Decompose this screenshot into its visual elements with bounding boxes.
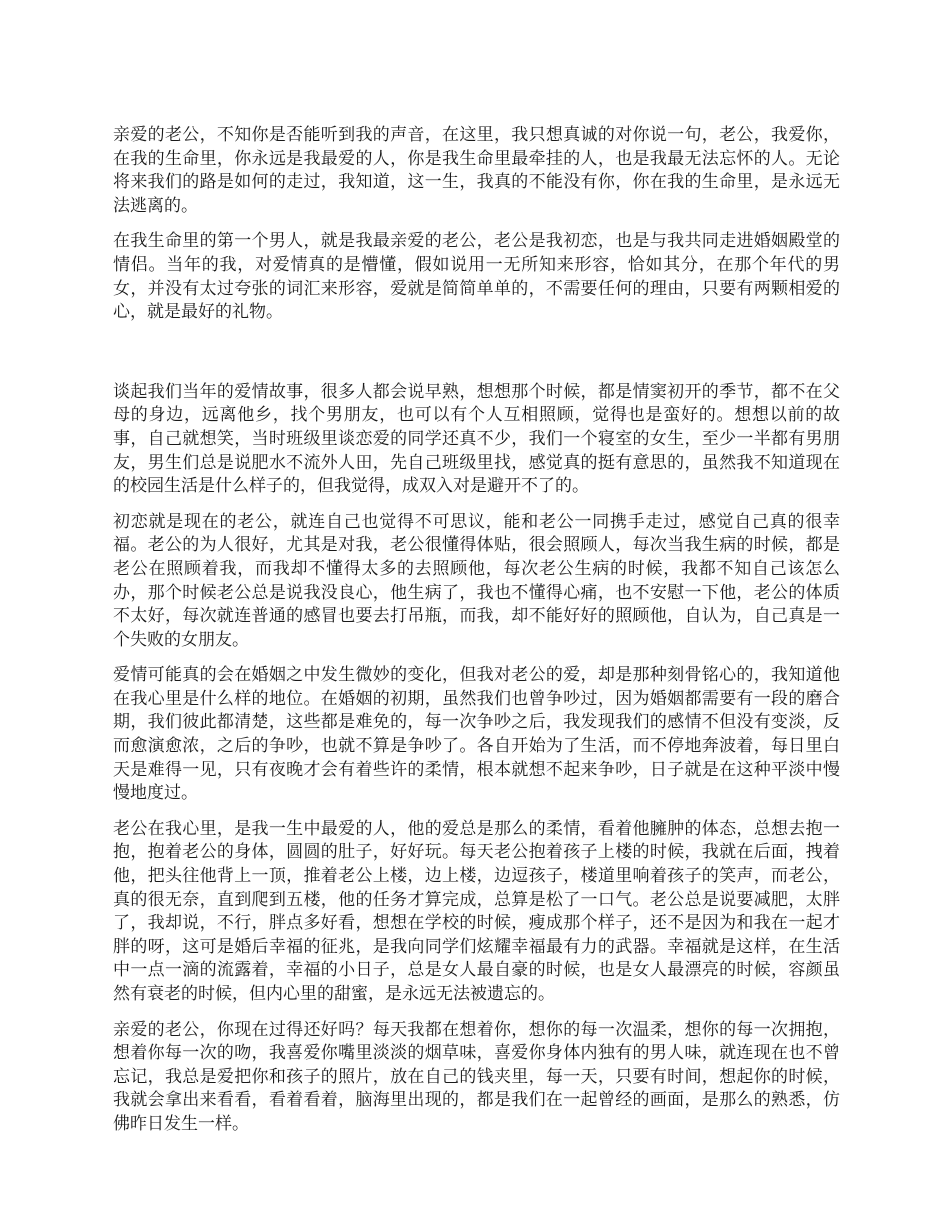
- paragraph: 亲爱的老公，不知你是否能听到我的声音，在这里，我只想真诚的对你说一句，老公，我爱你，在我的生命里，你永远是我最爱的人，你是我生命里最牵挂的人，也是我最无法忘怀的人。无论将来我们的路是如何的走过，我知道，这一生，我真的不能没有你，你在我的生命里，是永远无法逃离的。: [113, 125, 840, 216]
- section-spacer: [113, 325, 840, 381]
- paragraph-spacer: [113, 499, 840, 511]
- paragraph-spacer: [113, 1007, 840, 1019]
- paragraph: 爱情可能真的会在婚姻之中发生微妙的变化，但我对老公的爱，却是那种刻骨铭心的，我知道他在我心里是什么样的地位。在婚姻的初期，虽然我们也曾争吵过，因为婚姻都需要有一段的磨合期，我们彼此都清楚，这些都是难免的，每一次争吵之后，我发现我们的感情不但没有变淡，反而愈演愈浓，之后的争吵，也就不算是争吵了。各自开始为了生活，而不停地奔波着，每日里白天是难得一见，只有夜晚才会有着些许的柔情，根本就想不起来争吵，日子就是在这种平淡中慢慢地度过。: [113, 665, 840, 804]
- paragraph: 老公在我心里，是我一生中最爱的人，他的爱总是那么的柔情，看着他臃肿的体态，总想去抱一抱，抱着老公的身体，圆圆的肚子，好好玩。每天老公抱着孩子上楼的时候，我就在后面，拽着他，把头往他背上一顶，推着老公上楼，边上楼，边逗孩子，楼道里响着孩子的笑声，而老公，真的很无奈，直到爬到五楼，他的任务才算完成，总算是松了一口气。老公总是说要减肥，太胖了，我却说，不行，胖点多好看，想想在学校的时候，瘦成那个样子，还不是因为和我在一起才胖的呀，这可是婚后幸福的征兆，是我向同学们炫耀幸福最有力的武器。幸福就是这样，在生活中一点一滴的流露着，幸福的小日子，总是女人最自豪的时候，也是女人最漂亮的时候，容颜虽然有衰老的时候，但内心里的甜蜜，是永远无法被遗忘的。: [113, 818, 840, 1004]
- paragraph: 初恋就是现在的老公，就连自己也觉得不可思议，能和老公一同携手走过，感觉自己真的很幸福。老公的为人很好，尤其是对我，老公很懂得体贴，很会照顾人，每次当我生病的时候，都是老公在照顾着我，而我却不懂得太多的去照顾他，每次老公生病的时候，我都不知自己该怎么办，那个时候老公总是说我没良心，他生病了，我也不懂得心痛，也不安慰一下他，老公的体质不太好，每次就连普通的感冒也要去打吊瓶，而我，却不能好好的照顾他，自认为，自己真是一个失败的女朋友。: [113, 511, 840, 650]
- paragraph-spacer: [113, 218, 840, 230]
- paragraph-spacer: [113, 806, 840, 818]
- paragraph: 亲爱的老公，你现在过得还好吗？每天我都在想着你，想你的每一次温柔，想你的每一次拥抱，想着你每一次的吻，我喜爱你嘴里淡淡的烟草味，喜爱你身体内独有的男人味，就连现在也不曾忘记，我总是爱把你和孩子的照片，放在自己的钱夹里，每一天，只要有时间，想起你的时候，我就会拿出来看看，看着看着，脑海里出现的，都是我们在一起曾经的画面，是那么的熟悉，仿佛昨日发生一样。: [113, 1019, 840, 1134]
- paragraph-spacer: [113, 652, 840, 664]
- document-page: [113, 124, 840, 1137]
- paragraph: 在我生命里的第一个男人，就是我最亲爱的老公，老公是我初恋，也是与我共同走进婚姻殿堂的情侣。当年的我，对爱情真的是懵懂，假如说用一无所知来形容，恰如其分，在那个年代的男女，并没有太过夸张的词汇来形容，爱就是简简单单的，不需要任何的理由，只要有两颗相爱的心，就是最好的礼物。: [113, 231, 840, 323]
- paragraph: 谈起我们当年的爱情故事，很多人都会说早熟，想想那个时候，都是情窦初开的季节，都不在父母的身边，远离他乡，找个男朋友，也可以有个人互相照顾，觉得也是蛮好的。想想以前的故事，自己就想笑，当时班级里谈恋爱的同学还真不少，我们一个寝室的女生，至少一半都有男朋友，男生们总是说肥水不流外人田，先自己班级里找，感觉真的挺有意思的，虽然我不知道现在的校园生活是什么样子的，但我觉得，成双入对是避开不了的。: [113, 381, 840, 497]
